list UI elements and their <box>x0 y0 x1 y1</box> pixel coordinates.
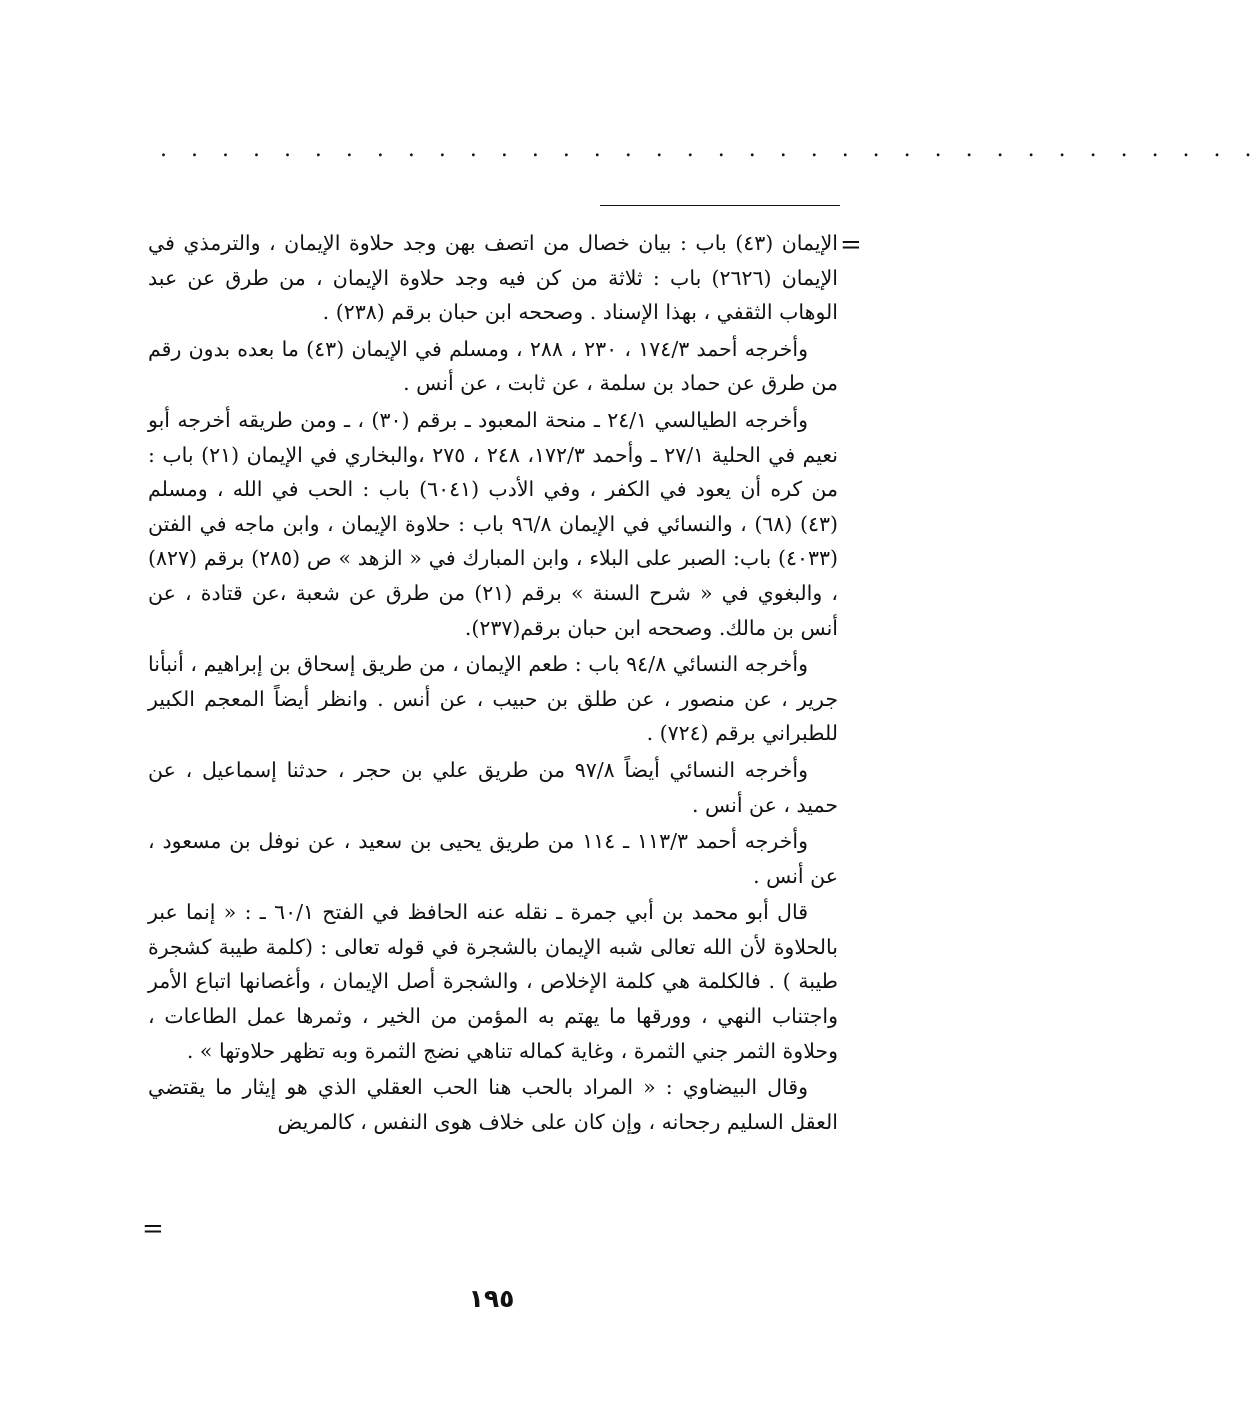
separator-dots: . . . . . . . . . . . . . . . . . . . . . . . . . . . . . . . . . . . . <box>160 137 1260 162</box>
footnote-paragraph: وأخرجه أحمد ١١٣/٣ ـ ١١٤ من طريق يحيى بن سعيد ، عن نوفل بن مسعود ، عن أنس . <box>148 829 838 888</box>
footnote-paragraph: وقال البيضاوي : « المراد بالحب هنا الحب العقلي الذي هو إيثار ما يقتضي العقل السليم رجحانه ، وإن كان على خلاف هوى النفس ، كالمريض <box>148 1075 838 1134</box>
footnote-paragraph: الإيمان (٤٣) باب : بيان خصال من اتصف بهن وجد حلاوة الإيمان ، والترمذي في الإيمان (٢٦٢٦) باب : ثلاثة من كن فيه وجد حلاوة الإيمان ، من طرق عن عبد الوهاب الثقفي ، بهذا الإسناد . وصححه ابن حبان برقم (٢٣٨) . <box>148 231 838 325</box>
continuation-mark-top: = <box>840 230 862 260</box>
page-number: ١٩٥ <box>468 1284 515 1313</box>
footnote-paragraph: وأخرجه الطيالسي ٢٤/١ ـ منحة المعبود ـ برقم (٣٠) ، ـ ومن طريقه أخرجه أبو نعيم في الحلية ٢٧/١ ـ وأحمد ١٧٢/٣، ٢٤٨ ، ٢٧٥ ،والبخاري في الإيمان (٢١) باب : من كره أن يعود في الكفر ، وفي الأدب (٦٠٤١) باب : الحب في الله ، ومسلم (٤٣) (٦٨) ، والنسائي في الإيمان ٩٦/٨ باب : حلاوة الإيمان ، وابن ماجه في الفتن (٤٠٣٣) باب: الصبر على البلاء ، وابن المبارك في « الزهد » ص (٢٨٥) برقم (٨٢٧) ، والبغوي في « شرح السنة » برقم (٢١) من طرق عن شعبة ،عن قتادة ، عن أنس بن مالك. وصححه ابن حبان برقم(٢٣٧). <box>148 407 839 640</box>
continuation-mark-bottom: = <box>142 1214 164 1244</box>
footnote-paragraph: وأخرجه أحمد ١٧٤/٣ ، ٢٣٠ ، ٢٨٨ ، ومسلم في الإيمان (٤٣) ما بعده بدون رقم من طرق عن حماد بن سلمة ، عن ثابت ، عن أنس . <box>148 336 838 396</box>
footnote-paragraph: وأخرجه النسائي ٩٤/٨ باب : طعم الإيمان ، من طريق إسحاق بن إبراهيم ، أنبأنا جرير ، عن منصور ، عن طلق بن حبيب ، عن أنس . وانظر أيضاً المعجم الكبير للطبراني برقم (٧٢٤) . <box>148 652 838 746</box>
footnote-paragraph: قال أبو محمد بن أبي جمرة ـ نقله عنه الحافظ في الفتح ٦٠/١ ـ : « إنما عبر بالحلاوة لأن الله تعالى شبه الإيمان بالشجرة في قوله تعالى : (كلمة طيبة كشجرة طيبة ) . فالكلمة هي كلمة الإخلاص ، والشجرة أصل الإيمان ، وأغصانها اتباع الأمر واجتناب النهي ، وورقها ما يهتم به المؤمن من الخير ، وثمرها عمل الطاعات ، وحلاوة الثمر جني الثمرة ، وغاية كماله تناهي نضج الثمرة وبه تظهر حلاوتها » . <box>148 900 838 1063</box>
footnote-paragraph: وأخرجه النسائي أيضاً ٩٧/٨ من طريق علي بن حجر ، حدثنا إسماعيل ، عن حميد ، عن أنس . <box>148 757 838 817</box>
footnote-rule <box>600 205 840 206</box>
footnotes-block <box>148 226 838 1141</box>
